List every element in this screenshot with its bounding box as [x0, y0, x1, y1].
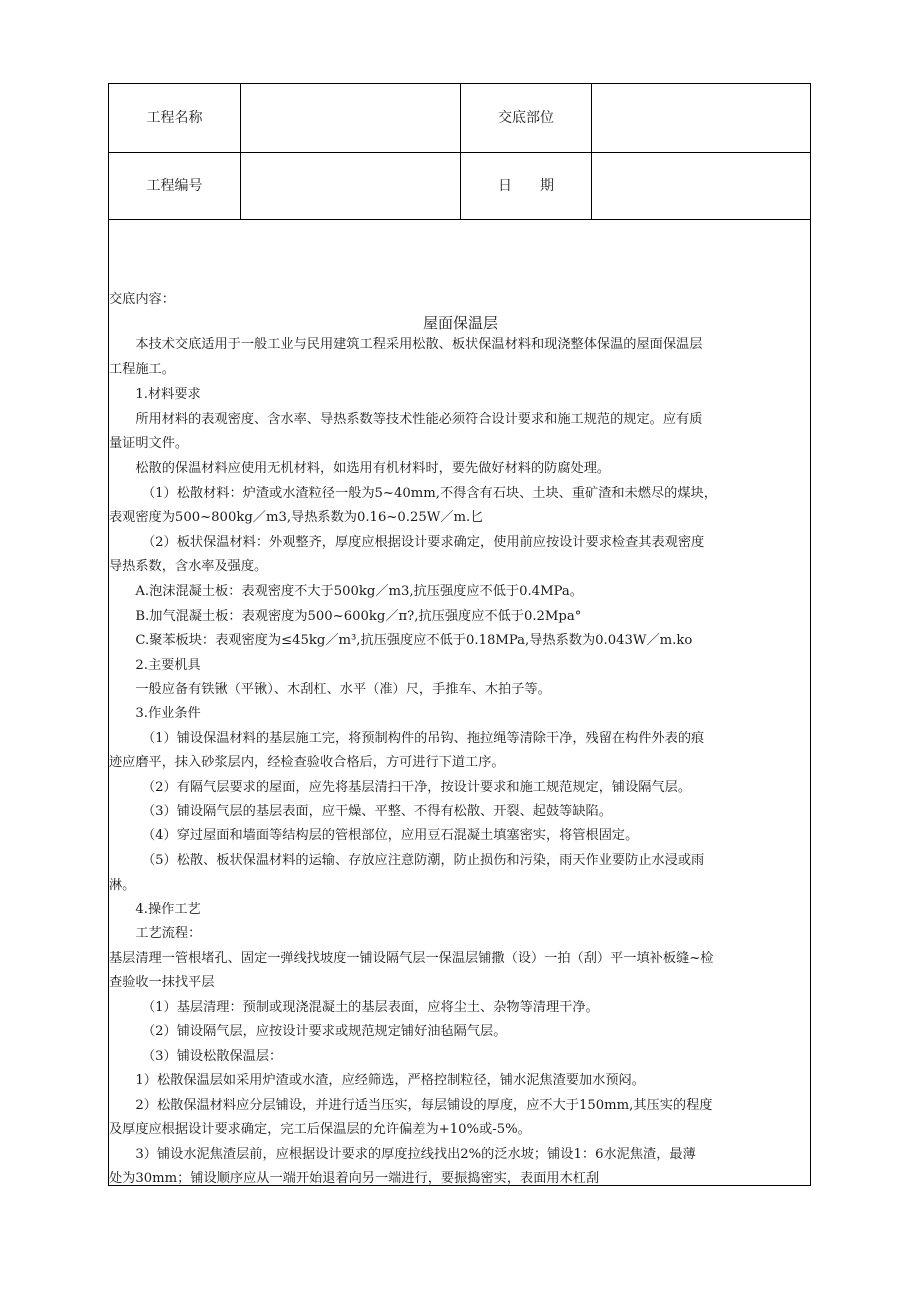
content-line: 查验收一抹找平层 — [109, 975, 215, 990]
content-line: 表观密度为500~800kg／m3,导热系数为0.16~0.25W／m.匕 — [109, 510, 484, 525]
content-line: 导热系数，含水率及强度。 — [109, 559, 268, 574]
content-line: 淋。 — [109, 878, 136, 893]
project-no-label: 工程编号 — [146, 178, 203, 194]
content-line: 3）铺设水泥焦渣层前，应根据设计要求的厚度拉线找出2%的泛水坡；铺设1：6水泥焦渣，最薄 — [109, 1147, 696, 1162]
content-line: 一般应备有铁锹（平锹）、木刮杠、水平（准）尺，手推车、木拍子等。 — [109, 682, 551, 697]
column-divider — [591, 84, 592, 219]
content-line: （3）铺设松散保温层： — [109, 1049, 283, 1064]
content-line: （2）有隔气层要求的屋面，应先将基层清扫干净，按设计要求和施工规范规定，铺设隔气层。 — [109, 780, 692, 795]
content-line: 本技术交底适用于一般工业与民用建筑工程采用松散、板状保温材料和现浇整体保温的屋面保温层 — [109, 337, 703, 352]
content-line: A.泡沫混凝土板：表观密度不大于500kg／m3,抗压强度应不低于0.4MPa。 — [109, 584, 583, 599]
content-line: C.聚苯板块：表观密度为≤45kg／m³,抗压强度应不低于0.18MPa,导热系数为0.043W／m.ko — [109, 633, 693, 648]
content-line: 2.主要机具 — [109, 658, 201, 673]
content-line: （2）铺设隔气层，应按设计要求或规范规定铺好油毡隔气层。 — [109, 1024, 507, 1039]
content-line: 工艺流程： — [109, 926, 202, 941]
content-line: 1.材料要求 — [109, 387, 201, 402]
content-line: （1）铺设保温材料的基层施工完，将预制构件的吊钩、拖拉绳等清除干净，残留在构件外表的痕 — [109, 731, 705, 746]
content-line: 2）松散保温材料应分层铺设，并进行适当压实，每层铺设的厚度，应不大于150mm,其压实的程度 — [109, 1098, 713, 1113]
content-line: （3）铺设隔气层的基层表面，应干燥、平整、不得有松散、开裂、起鼓等缺陷。 — [109, 804, 612, 819]
column-divider — [460, 84, 461, 219]
content-line: 1）松散保温层如采用炉渣或水渣，应经筛选，严格控制粒径，铺水泥焦渣要加水预闷。 — [109, 1073, 645, 1088]
column-divider — [240, 84, 241, 219]
content-line: 所用材料的表观密度、含水率、导热系数等技术性能必须符合设计要求和施工规范的规定。应有质 — [109, 412, 703, 427]
content-line: （2）板状保温材料：外观整齐，厚度应根据设计要求确定，使用前应按设计要求检查其表观密度 — [109, 535, 705, 550]
content-line: 3.作业条件 — [109, 706, 201, 721]
content-line: 及厚度应根据设计要求确定，完工后保温层的允许偏差为+10%或-5%。 — [109, 1122, 531, 1137]
content-line: （4）穿过屋面和墙面等结构层的管根部位，应用豆石混凝土填塞密实，将管根固定。 — [109, 828, 639, 843]
document-title: 屋面保温层 — [422, 314, 498, 332]
content-line: 4.操作工艺 — [109, 902, 201, 917]
content-line: 迹应磨平，抹入砂浆层内，经检查验收合格后，方可进行下道工序。 — [109, 755, 505, 770]
content-line: （1）基层清理：预制或现浇混凝土的基层表面，应将尘土、杂物等清理干净。 — [109, 1000, 599, 1015]
date-label: 日 期 — [498, 178, 554, 194]
handover-sheet — [108, 83, 811, 1186]
content-line: （5）松散、板状保温材料的运输、存放应注意防潮，防止损伤和污染，雨天作业要防止水浸或雨 — [109, 853, 705, 868]
content-line: 基层清理一管根堵孔、固定一弹线找坡度一铺设隔气层一保温层铺撒（设）一拍（刮）平一填补板缝~检 — [109, 951, 714, 966]
content-line: 松散的保温材料应使用无机材料，如选用有机材料时，要先做好材料的防腐处理。 — [109, 461, 611, 476]
handover-part-label: 交底部位 — [498, 110, 554, 126]
content-intro-label: 交底内容： — [109, 292, 175, 307]
content-line: 工程施工。 — [109, 362, 175, 377]
content-line: 量证明文件。 — [109, 436, 189, 451]
project-name-label: 工程名称 — [146, 110, 203, 126]
content-line: （1）松散材料：炉渣或水渣粒径一般为5~40mm,不得含有石块、土块、重矿渣和未燃尽的煤块， — [109, 486, 717, 501]
content-line: 处为30mm；铺设顺序应从一端开始退着向另一端进行，要振捣密实，表面用木杠刮 — [109, 1171, 600, 1186]
content-line: B.加气混凝土板：表观密度为500~600kg／π?,抗压强度应不低于0.2Mpa° — [109, 609, 582, 624]
